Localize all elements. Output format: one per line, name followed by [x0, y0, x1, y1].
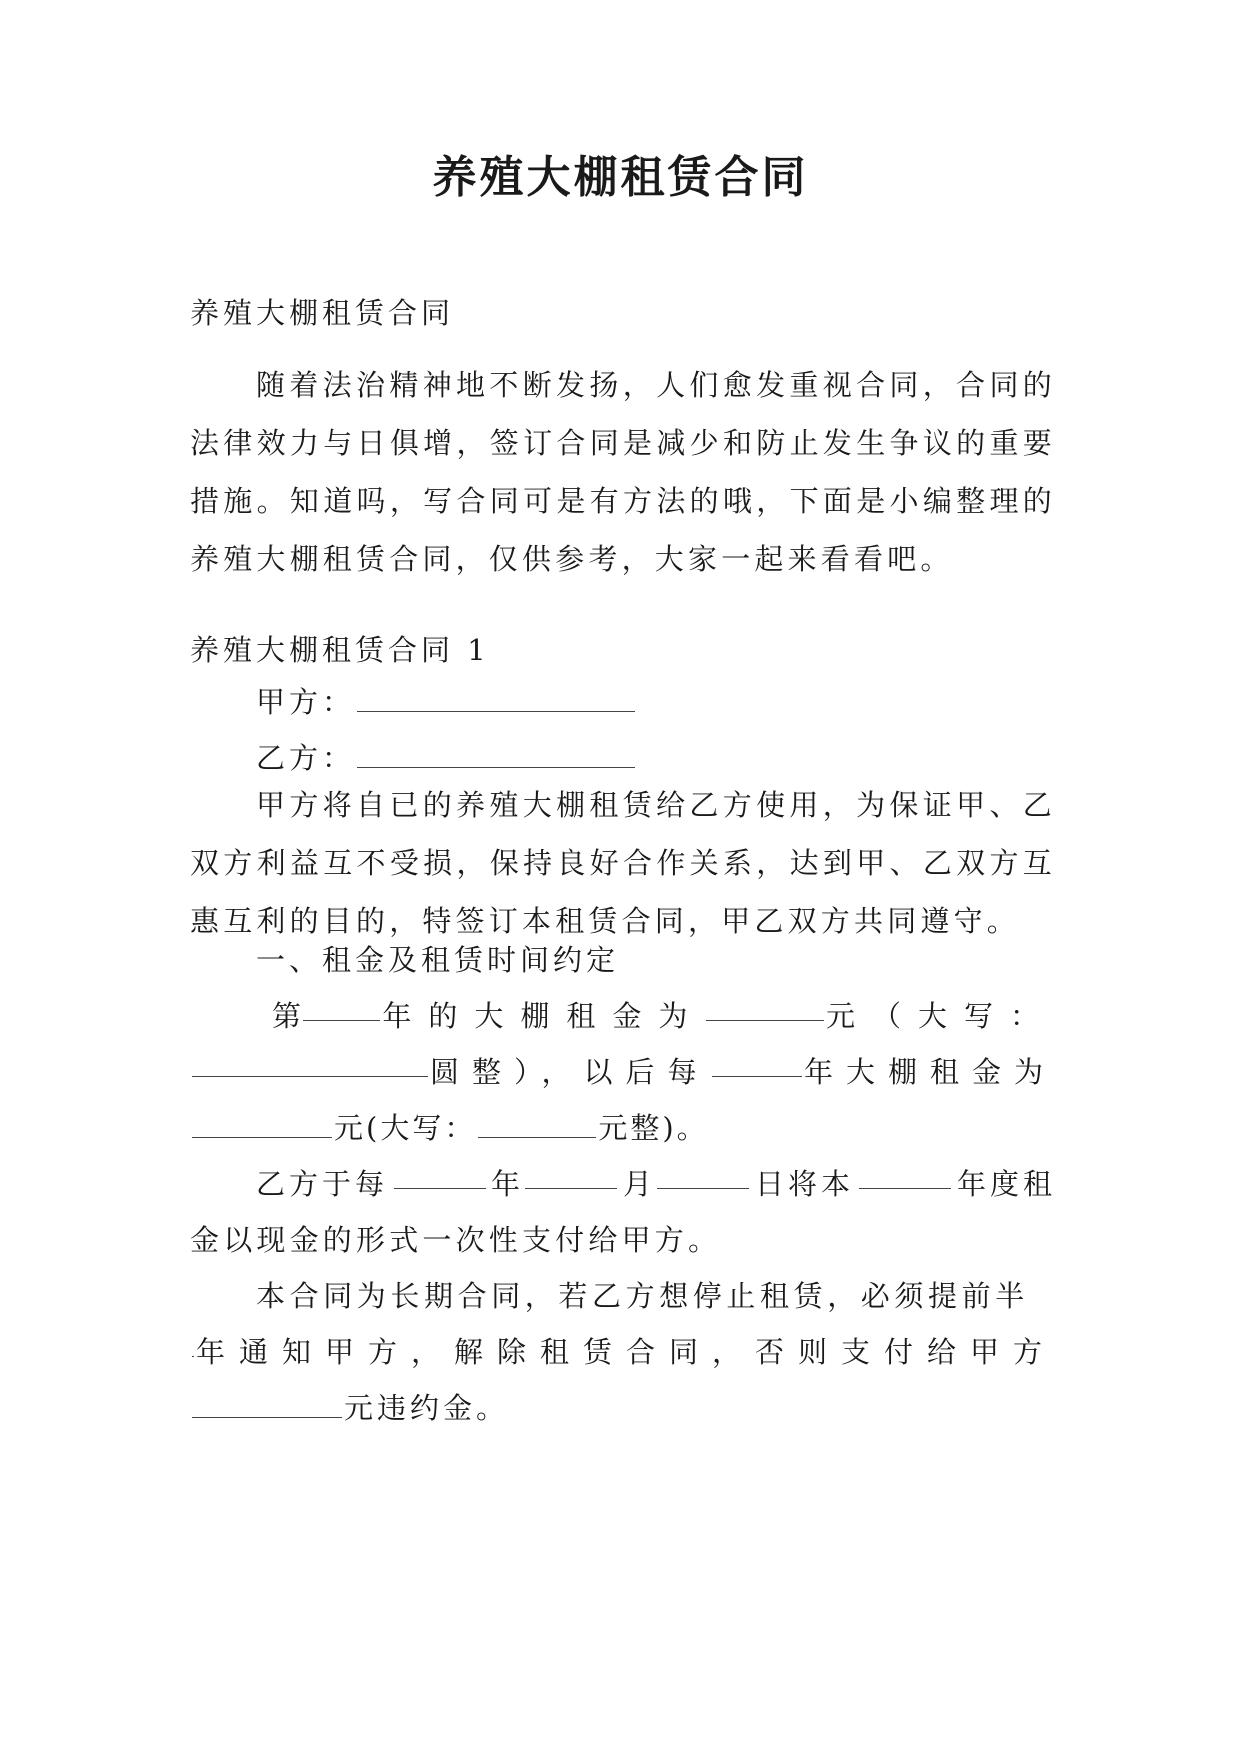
party-a-blank: [357, 687, 635, 712]
rent-text-4: 圆整），以后每: [430, 1055, 710, 1089]
payment-line-1: [190, 1164, 1056, 1204]
intro-paragraph: 随着法治精神地不断发扬，人们愈发重视合同，合同的法律效力与日俱增，签订合同是减少和防止发生争议的重要措施。知道吗，写合同可是有方法的哦，下面是小编整理的养殖大棚租赁合同，仅供参考，大家一起来看看吧。: [190, 368, 1056, 576]
termination-text-3: 元违约金。: [344, 1391, 510, 1425]
termination-line-3: [190, 1388, 509, 1428]
rent-line-1: [190, 996, 1056, 1036]
party-b-blank: [357, 743, 635, 768]
section-heading: 养殖大棚租赁合同 1: [190, 633, 490, 667]
rent-text-2: 年的大棚租金为: [382, 999, 705, 1033]
rent-amount-blank: [706, 996, 824, 1021]
notice-period-blank: [192, 1332, 194, 1357]
termination-line-2: [190, 1332, 1056, 1372]
party-a-line: [256, 682, 637, 722]
payment-year-blank: [394, 1164, 486, 1189]
payment-line-2: 金以现金的形式一次性支付给甲方。: [190, 1223, 722, 1257]
rent-text-1: 第: [272, 999, 302, 1033]
rent-text-5: 年大棚租金为: [803, 1055, 1056, 1089]
document-title: 养殖大棚租赁合同: [432, 152, 809, 203]
payment-text-5: 年度租: [956, 1167, 1056, 1201]
rent-interval-blank: [712, 1052, 802, 1077]
payment-text-3: 月: [622, 1167, 652, 1201]
payment-period-blank: [859, 1164, 951, 1189]
payment-text-4: 日将本: [754, 1167, 854, 1201]
termination-text-2: 年通知甲方，解除租赁合同，否则支付给甲方: [195, 1335, 1056, 1369]
later-rent-words-blank: [478, 1113, 596, 1138]
later-rent-blank: [192, 1113, 332, 1138]
rent-text-7: 元整)。: [598, 1111, 709, 1145]
penalty-amount-blank: [192, 1393, 342, 1418]
rent-text-3: 元（大写：: [825, 999, 1056, 1033]
party-a-label: 甲方：: [256, 685, 356, 719]
rent-amount-words-blank: [192, 1052, 428, 1077]
party-b-line: [256, 738, 637, 778]
payment-text-1: 乙方于每: [256, 1167, 389, 1201]
rent-line-2: [190, 1052, 1056, 1092]
rent-line-3: [190, 1108, 709, 1148]
document-subtitle: 养殖大棚租赁合同: [190, 296, 455, 330]
termination-line-1: 本合同为长期合同，若乙方想停止租赁，必须提前半: [256, 1279, 1029, 1313]
purpose-paragraph: 甲方将自已的养殖大棚租赁给乙方使用，为保证甲、乙双方利益互不受损，保持良好合作关系，达到甲、乙双方互惠互利的目的，特签订本租赁合同，甲乙双方共同遵守。: [190, 788, 1056, 938]
payment-text-2: 年: [490, 1167, 520, 1201]
rent-text-6: 元(大写：: [334, 1111, 477, 1145]
party-b-label: 乙方：: [256, 741, 356, 775]
payment-day-blank: [657, 1164, 749, 1189]
rent-year-blank: [303, 996, 380, 1021]
payment-month-blank: [525, 1164, 617, 1189]
clause1-heading: 一、租金及租赁时间约定: [256, 943, 620, 977]
